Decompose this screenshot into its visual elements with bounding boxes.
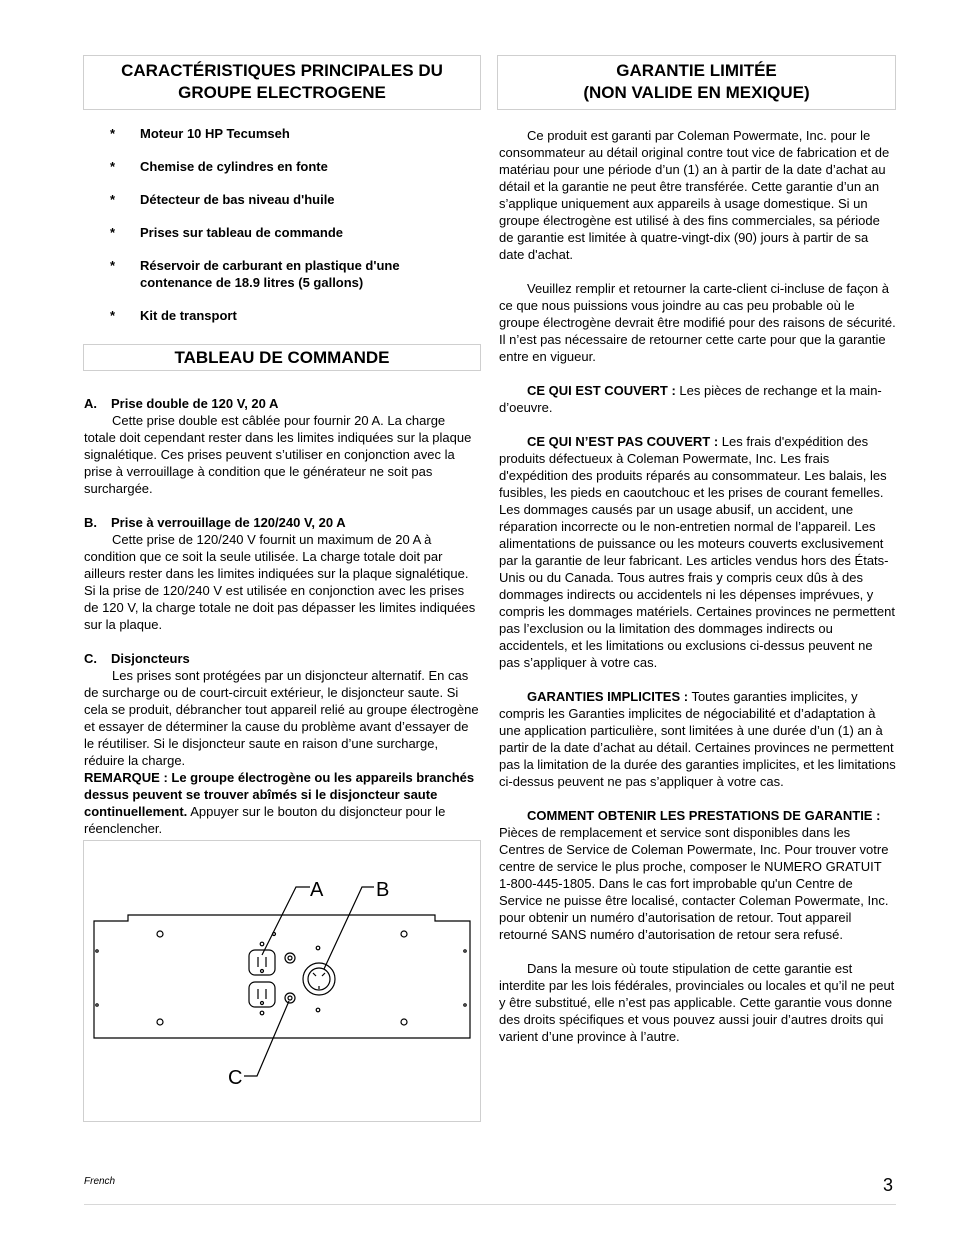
panel-heading: TABLEAU DE COMMANDE <box>174 348 390 367</box>
features-list <box>110 125 475 340</box>
warranty-paragraph-1: Ce produit est garanti par Coleman Powermate, Inc. pour le consommateur au détail original contre tout vice de fabrication et de matériau pour une période d’un (1) an à partir de la date d’achat au détail et la garantie ne peut être transférée. Cette garantie d’un an s’applique uniquement aux appareils à usage domestique. Si un groupe électrogène est utilisé à des fins commerciales, sa période de garantie est limitée à quatre-vingt-dix (90) jours à partir de sa date d'achat. <box>499 128 890 262</box>
warranty-text <box>499 127 896 1045</box>
warranty-heading-line1: GARANTIE LIMITÉE <box>616 61 777 80</box>
control-panel-diagram <box>83 840 481 1122</box>
service-paragraph: COMMENT OBTENIR LES PRESTATIONS DE GARANTIE : Pièces de remplacement et service sont disponibles dans les Centres de Service de Coleman Powermate, Inc. Pour trouver votre centre de service le plus proche, composer le NUMERO GRATUIT 1-800-445-1805. Dans le cas fort improbable qu'un Centre de Service ne puisse être localisé, contacter Coleman Powermate, Inc. pour obtenir un numéro d’autorisation de retour. Tout appareil retourné SANS numéro d’autorisation de retour sera refusé. <box>499 808 889 942</box>
section-b-title: B. Prise à verrouillage de 120/240 V, 20 A <box>84 515 346 530</box>
features-heading-box <box>83 55 481 110</box>
page-number: 3 <box>883 1175 894 1195</box>
section-a-body: Cette prise double est câblée pour fournir 20 A. La charge totale doit cependant rester dans les limites indiquées sur la plaque signalétique. Ces prises peuvent s’utiliser en conjonction avec la prise à verrouillage à condition que le générateur ne soit pas surchargée. <box>84 413 472 496</box>
diagram-label-b: B <box>376 879 390 901</box>
footer-language: French <box>84 1176 116 1187</box>
implied-paragraph: GARANTIES IMPLICITES : Toutes garanties implicites, y compris les Garanties implicites de négociabilité et d’adaptation à une application particulière, sont limitées à une durée d’un (1) an à partir de la date d’achat au détail. Certaines provinces ne permettent pas la limitation de la durée des garanties implicites, et les limitations ci-dessus peuvent ne pas s’appliquer à votre cas. <box>499 689 896 789</box>
panel-sections <box>84 395 479 837</box>
warranty-heading-box <box>497 55 896 110</box>
covered-paragraph: CE QUI EST COUVERT : Les pièces de rechange et la main-d’oeuvre. <box>499 383 882 415</box>
footer-divider <box>84 1204 896 1205</box>
warranty-paragraph-2: Veuillez remplir et retourner la carte-client ci-incluse de façon à ce que nous puissions vous joindre au cas peu probable où le groupe électrogène devrait être modifié pour des raisons de sécurité. Il n’est pas nécessaire de retourner cette carte pour que la garantie entre en vigueur. <box>499 281 896 364</box>
list-item: * Kit de transport <box>110 308 237 323</box>
section-a-title: A. Prise double de 120 V, 20 A <box>84 396 279 411</box>
list-item: * Chemise de cylindres en fonte <box>110 159 328 174</box>
list-item: * Réservoir de carburant en plastique d'une contenance de 18.9 litres (5 gallons) <box>110 258 400 290</box>
list-item: * Prises sur tableau de commande <box>110 225 344 240</box>
list-item: * Détecteur de bas niveau d'huile <box>110 192 335 207</box>
section-c-title: C. Disjoncteurs <box>84 651 190 666</box>
remark: REMARQUE : Le groupe électrogène ou les appareils branchés dessus peuvent se trouver abîmés si le disjoncteur saute continuellement. Appuyer sur le bouton du disjoncteur pour le réenclencher. <box>84 770 475 836</box>
diagram-label-a: A <box>310 879 324 901</box>
warranty-last-paragraph: Dans la mesure où toute stipulation de cette garantie est interdite par les lois fédérales, provinciales ou locales et qu’il ne peut y être substitué, elle n’est pas applicable. Cette garantie vous donne des droits spécifiques et vous pouvez aussi jouir d’autres droits qui varient d’une province à l’autre. <box>499 961 895 1044</box>
diagram-label-c: C <box>228 1067 243 1089</box>
warranty-heading-line2: (NON VALIDE EN MEXIQUE) <box>583 83 810 102</box>
panel-heading-box <box>83 344 481 371</box>
section-c-body: Les prises sont protégées par un disjoncteur alternatif. En cas de surcharge ou de court-circuit extérieur, le disjoncteur saute. Si cela se produit, débrancher tout appareil relié au groupe électrogène et essayer de déterminer la cause du problème avant d’essayer de le réutiliser. Si le disjoncteur saute en raison d’une surcharge, réduire la charge. <box>84 668 479 768</box>
section-b-body: Cette prise de 120/240 V fournit un maximum de 20 A à condition que ce soit la seule utilisée. La charge totale doit par ailleurs rester dans les limites indiquées sur la plaque signalétique. Si la prise de 120/240 V est utilisée en conjonction avec les prises de 120 V, la charge totale ne doit pas dépasser les limites indiquées sur la plaque. <box>84 532 476 632</box>
control-panel-drawing <box>84 841 480 1121</box>
not-covered-paragraph: CE QUI N’EST PAS COUVERT : Les frais d'expédition des produits défectueux à Coleman Powermate, Inc. Les frais d'expédition des produits réparés au consommateur. Les balais, les fusibles, les pieds en caoutchouc et les prises de courant femelles. Les dommages causés par un usage abusif, un accident, une réparation incorrecte ou le non-entretien normal de l’appareil. Les alimentations de puissance ou les moteurs couverts exclusivement par la garantie de leur fabricant. Les articles vendus hors des États-Unis ou du Canada. Tous autres frais y compris ceux dûs à des dommages indirects ou accidentels ni les dépenses imprévues, y compris les dommages matériels. Certaines provinces ne permettent pas l’exclusion ou la limitation des dommages indirects ou accidentels, et les limitations ou exclusions ci-dessus peuvent ne pas s’appliquer à votre cas. <box>499 434 895 670</box>
features-heading-line1: CARACTÉRISTIQUES PRINCIPALES DU <box>121 61 443 80</box>
features-heading-line2: GROUPE ELECTROGENE <box>178 83 386 102</box>
list-item: * Moteur 10 HP Tecumseh <box>110 126 290 141</box>
